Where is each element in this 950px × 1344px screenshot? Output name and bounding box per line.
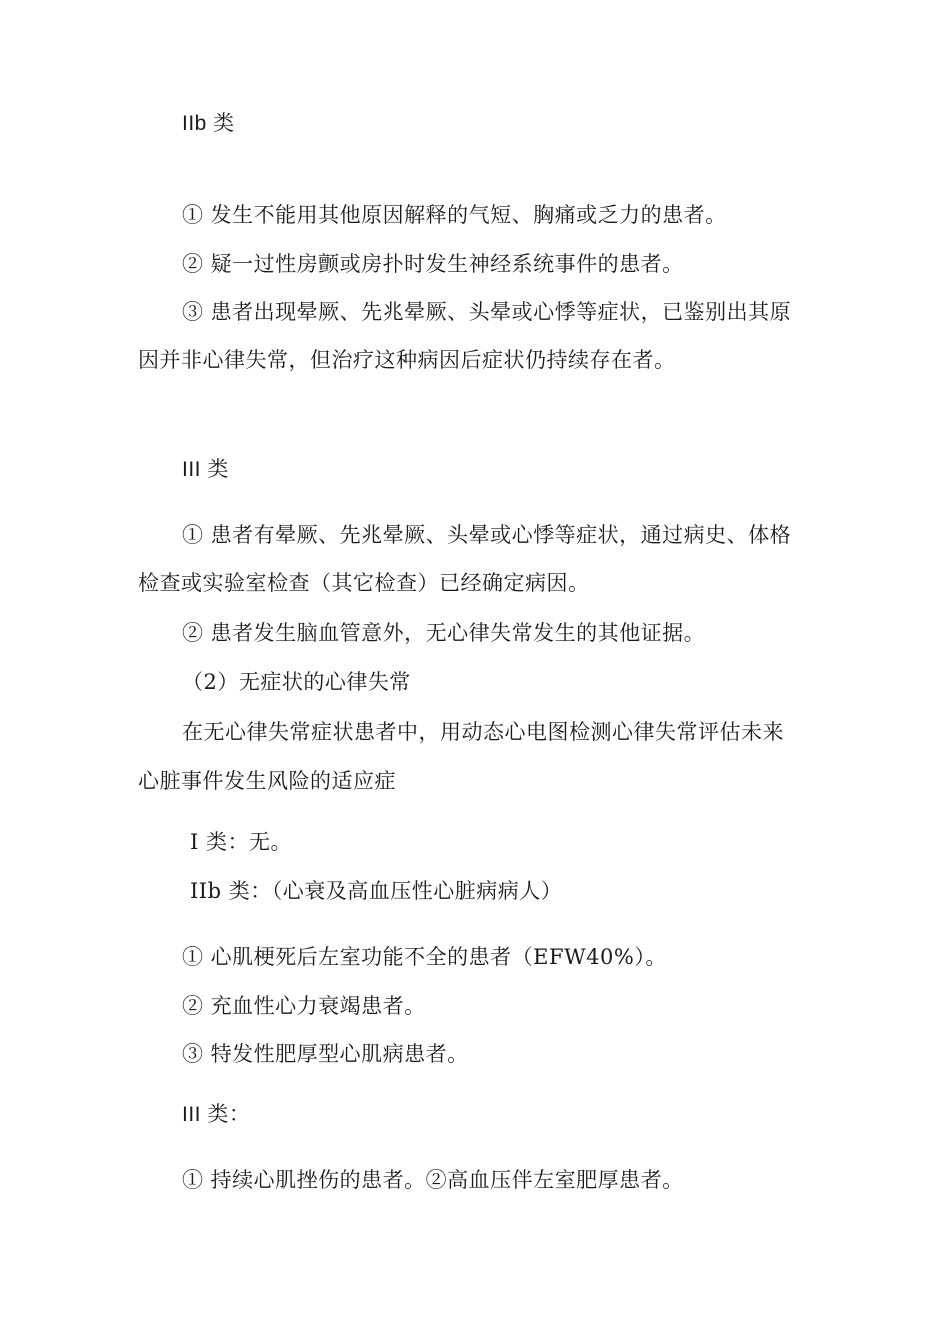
class-i-line: I 类：无。 <box>190 830 292 854</box>
iib-item-3: ③ 患者出现晕厥、先兆晕厥、头晕或心悸等症状，已鉴别出其原 <box>182 300 792 324</box>
iib-item-3-continued: 因并非心律失常，但治疗这种病因后症状仍持续存在者。 <box>138 348 676 372</box>
intro-line-2: 心脏事件发生风险的适应症 <box>138 769 396 793</box>
section-iii-title: III 类 <box>182 458 229 481</box>
iii2-item: ① 持续心肌挫伤的患者。②高血压伴左室肥厚患者。 <box>182 1168 684 1192</box>
iii-item-2: ② 患者发生脑血管意外，无心律失常发生的其他证据。 <box>182 621 706 645</box>
iib-item-1: ① 发生不能用其他原因解释的气短、胸痛或乏力的患者。 <box>182 203 727 227</box>
iib2-item-2: ② 充血性心力衰竭患者。 <box>182 994 426 1018</box>
class-iii-heading: III 类： <box>182 1103 251 1126</box>
iii-item-1-continued: 检查或实验室检查（其它检查）已经确定病因。 <box>138 571 590 595</box>
subsection-2-title: （2）无症状的心律失常 <box>182 670 411 694</box>
section-iib-title: IIb 类 <box>182 112 235 135</box>
iib2-item-3: ③ 特发性肥厚型心肌病患者。 <box>182 1042 469 1066</box>
iib2-item-1: ① 心肌梗死后左室功能不全的患者（EFW40%）。 <box>182 945 667 969</box>
class-iib-heading: IIb 类：（心衰及高血压性心脏病病人） <box>190 879 563 903</box>
iii-item-1: ① 患者有晕厥、先兆晕厥、头晕或心悸等症状，通过病史、体格 <box>182 523 792 547</box>
iib-item-2: ② 疑一过性房颤或房扑时发生神经系统事件的患者。 <box>182 252 684 276</box>
intro-line-1: 在无心律失常症状患者中，用动态心电图检测心律失常评估未来 <box>182 720 784 744</box>
